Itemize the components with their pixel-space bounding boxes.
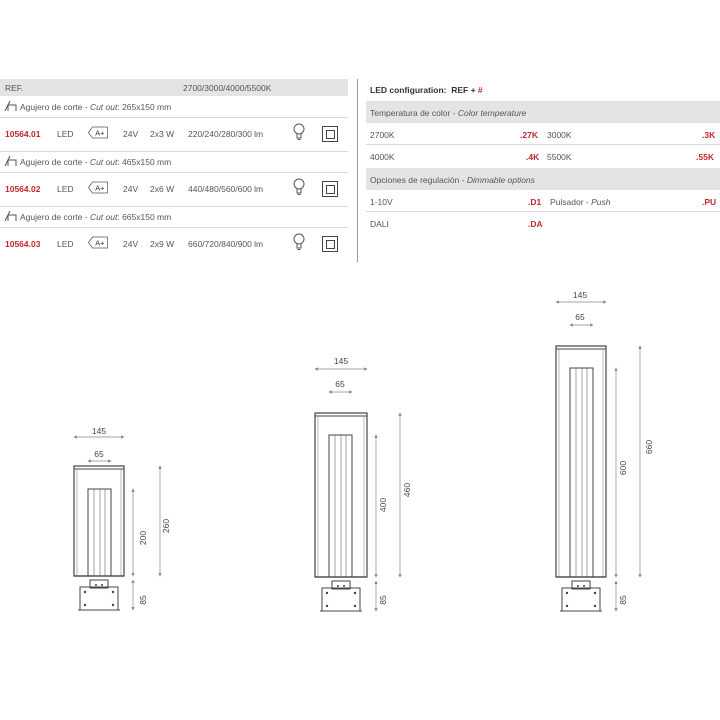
screw: [84, 604, 86, 606]
bollard-drawing-3: [556, 290, 654, 611]
dim-total: 460: [402, 482, 412, 498]
dim-code-1-10v: .D1: [528, 197, 542, 207]
source-2: LED: [57, 184, 74, 194]
screw: [354, 592, 356, 594]
dim-label-dali: DALI: [370, 219, 389, 229]
bollard-drawing-2: [315, 356, 412, 611]
dim-label-1-10v: 1-10V: [370, 197, 393, 207]
bollard-body: [556, 346, 606, 577]
base-plate: [80, 587, 118, 610]
temp-code-5500: .55K: [696, 152, 714, 162]
screw: [84, 591, 86, 593]
lumen-3: 660/720/840/900 lm: [188, 239, 264, 249]
dim-total: 660: [644, 439, 654, 455]
screw: [583, 585, 585, 587]
screw: [101, 584, 103, 586]
power-2: 2x6 W: [150, 184, 175, 194]
dim-header: Opciones de regulación - Dimmable options: [370, 175, 535, 185]
screw: [337, 585, 339, 587]
power-3: 2x9 W: [150, 239, 175, 249]
source-1: LED: [57, 129, 74, 139]
bollard-drawing-1: [74, 426, 171, 610]
product-ref-3: 10564.03: [5, 239, 41, 249]
base-plate: [562, 588, 600, 611]
screw: [343, 585, 345, 587]
voltage-2: 24V: [123, 184, 139, 194]
ref-header: REF.: [5, 83, 24, 93]
source-3: LED: [57, 239, 74, 249]
cutout-text-3: Agujero de corte - Cut out: 665x150 mm: [20, 212, 172, 222]
dim-base: 85: [618, 595, 628, 605]
dim-width: 145: [91, 426, 107, 436]
voltage-1: 24V: [123, 129, 139, 139]
temp-code-2700: .27K: [520, 130, 538, 140]
temp-header: Temperatura de color - Color temperature: [370, 108, 527, 118]
temp-code-3000: .3K: [702, 130, 716, 140]
led-config-title: LED configuration: REF + #: [370, 85, 483, 95]
screw: [566, 592, 568, 594]
product-ref-1: 10564.01: [5, 129, 41, 139]
screw: [594, 592, 596, 594]
screw: [112, 591, 114, 593]
screw: [326, 605, 328, 607]
dim-height: 200: [138, 530, 148, 546]
temp-label-4000: 4000K: [370, 152, 395, 162]
dim-base: 85: [378, 595, 388, 605]
screw: [326, 592, 328, 594]
energy-class-label-2: A+: [95, 183, 105, 193]
dim-width: 145: [333, 356, 349, 366]
dim-total: 260: [161, 518, 171, 534]
dim-height: 400: [378, 497, 388, 513]
base-plate: [322, 588, 360, 611]
voltage-3: 24V: [123, 239, 139, 249]
screw: [577, 585, 579, 587]
temp-label-3000: 3000K: [547, 130, 572, 140]
temp-label-5500: 5500K: [547, 152, 572, 162]
dim-inner: 65: [575, 312, 585, 322]
screw: [566, 605, 568, 607]
screw: [95, 584, 97, 586]
screw: [594, 605, 596, 607]
power-1: 2x3 W: [150, 129, 175, 139]
temp-label-2700: 2700K: [370, 130, 395, 140]
energy-class-label-3: A+: [95, 238, 105, 248]
product-ref-2: 10564.02: [5, 184, 41, 194]
temps-header: 2700/3000/4000/5500K: [183, 83, 272, 93]
screw: [354, 605, 356, 607]
screw: [112, 604, 114, 606]
dim-code-push: .PU: [702, 197, 717, 207]
bollard-body: [74, 466, 124, 576]
dim-width: 145: [572, 290, 588, 300]
dim-inner: 65: [94, 449, 104, 459]
dim-height: 600: [618, 460, 628, 476]
temp-code-4000: .4K: [526, 152, 540, 162]
lumen-2: 440/480/560/600 lm: [188, 184, 264, 194]
lumen-1: 220/240/280/300 lm: [188, 129, 264, 139]
cutout-text-2: Agujero de corte - Cut out: 465x150 mm: [20, 157, 172, 167]
dim-label-push: Pulsador - Push: [550, 197, 611, 207]
dim-code-dali: .DA: [528, 219, 543, 229]
dim-inner: 65: [335, 379, 345, 389]
cutout-text-1: Agujero de corte - Cut out: 265x150 mm: [20, 102, 172, 112]
dim-base: 85: [138, 595, 148, 605]
energy-class-label-1: A+: [95, 128, 105, 138]
